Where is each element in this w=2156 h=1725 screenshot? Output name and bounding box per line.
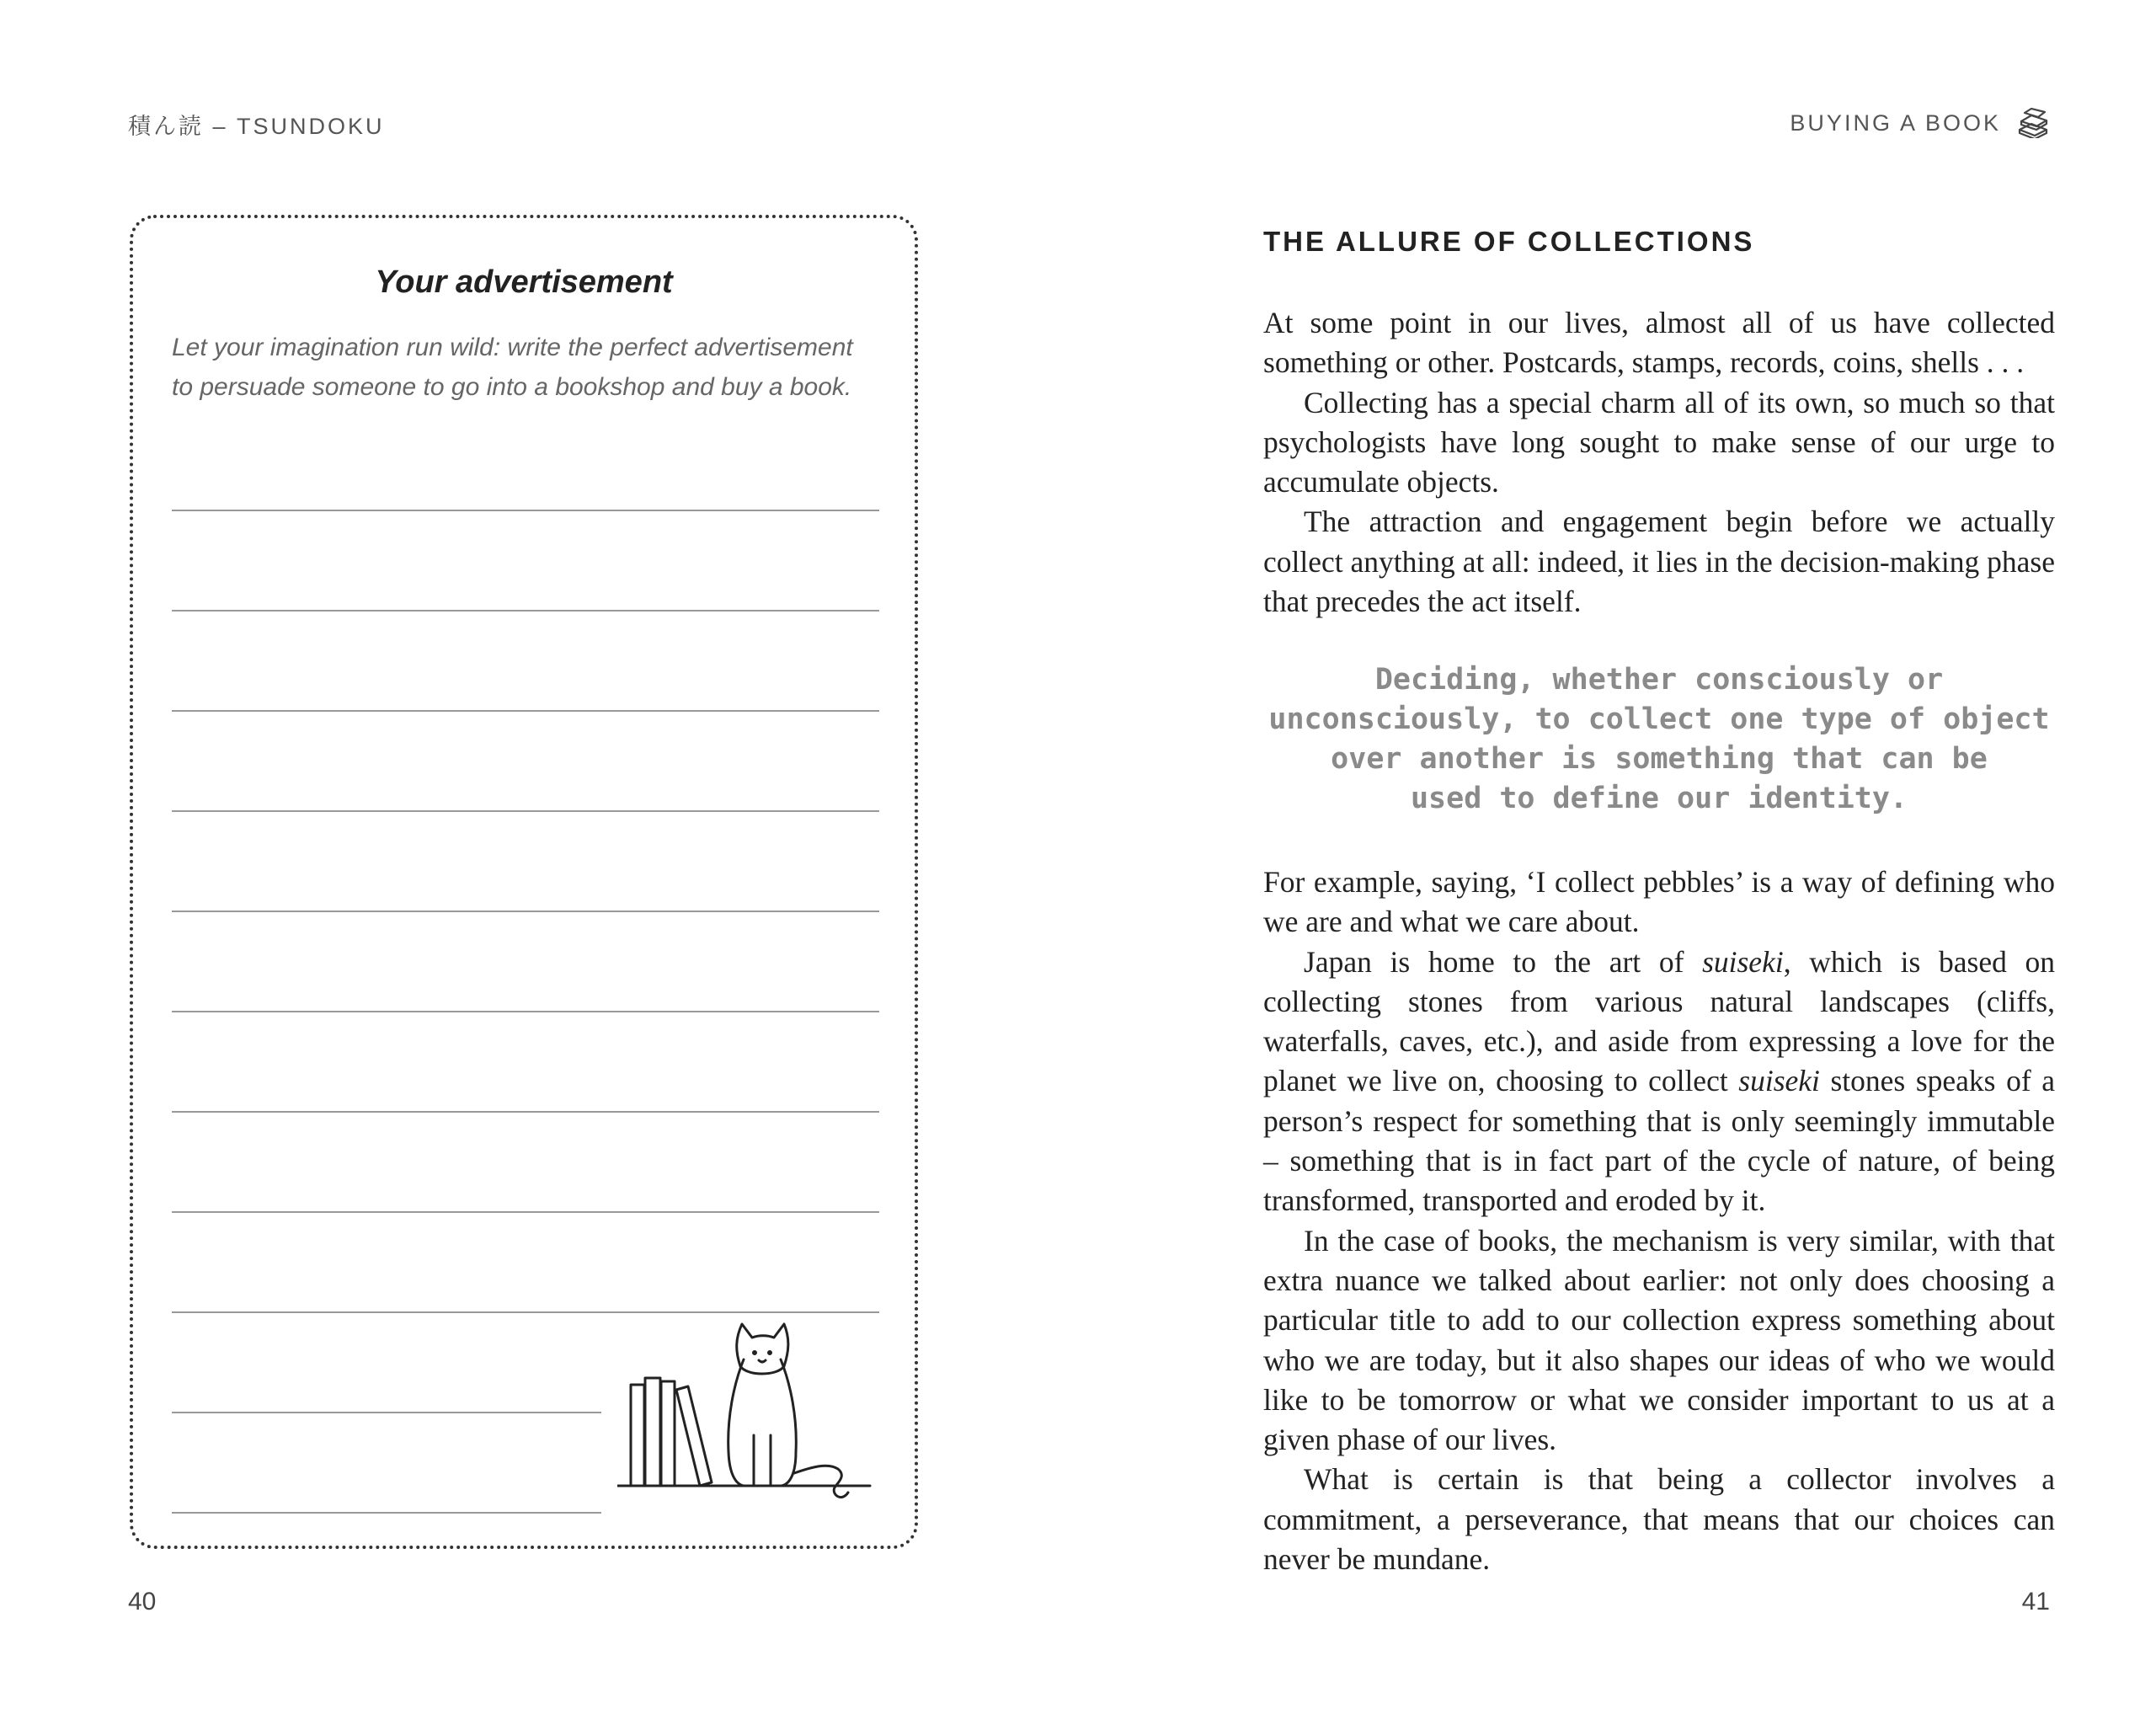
- card-title: Your advertisement: [375, 264, 673, 300]
- quote-line-2: unconsciously, to collect one type of object: [1268, 702, 2050, 736]
- section-heading: THE ALLURE OF COLLECTIONS: [1263, 226, 1755, 257]
- writing-line[interactable]: [172, 1311, 879, 1313]
- running-head-left: 積ん読 – TSUNDOKU: [128, 114, 385, 139]
- writing-line[interactable]: [172, 1111, 879, 1113]
- advertisement-card: [130, 215, 918, 1549]
- italic-term-suiseki: suiseki: [1738, 1064, 1820, 1098]
- paragraph-5: [1263, 943, 2055, 1221]
- page-number-right: 41: [2021, 1588, 2050, 1616]
- writing-line[interactable]: [172, 810, 879, 812]
- writing-line[interactable]: [172, 510, 879, 511]
- quote-line-1: Deciding, whether consciously or: [1374, 663, 1944, 697]
- paragraph-6: In the case of books, the mechanism is very similar, with that extra nuance we talked about earlier: not only does choosing a particular title to add to our collection express something about who we are today, but it also shapes our ideas of who we would like to be tomorrow or what we consider important to us at a given phase of our lives.: [1263, 1223, 2055, 1457]
- quote-line-4: used to define our identity.: [1410, 782, 1908, 815]
- writing-line[interactable]: [172, 1011, 879, 1012]
- paragraph-5-text: Japan is home to the art of: [1304, 944, 1703, 979]
- paragraph-2: Collecting has a special charm all of its own, so much so that psychologists have long sought to make sense of our urge to accumulate objects.: [1263, 385, 2055, 499]
- cat-with-books-icon: [617, 1317, 887, 1536]
- page-number-left: 40: [128, 1588, 157, 1616]
- italic-term-suiseki: suiseki: [1702, 944, 1784, 979]
- paragraph-5-text: , which is based on collecting stones from various natural landscapes (cliffs, waterfalls, caves, etc.), and aside from expressing a love for the planet we live on, choosing to collect: [1263, 944, 2056, 1098]
- running-head-right-text: BUYING A BOOK: [1790, 109, 2001, 136]
- paragraph-3: The attraction and engagement begin before we actually collect anything at all: indeed, it lies in the decision-making phase that precedes the act itself.: [1263, 505, 2055, 619]
- writing-line[interactable]: [172, 1512, 601, 1514]
- writing-line[interactable]: [172, 610, 879, 611]
- paragraph-5-text: stones speaks of a person’s respect for something that is only seemingly immutable – something that is in fact part of the cycle of nature, of being transformed, transported and eroded by it.: [1263, 1064, 2055, 1218]
- card-instructions: [172, 328, 876, 407]
- body-text-block-1: [1263, 303, 2055, 622]
- writing-line[interactable]: [172, 710, 879, 712]
- quote-line-3: over another is something that can be: [1331, 742, 1988, 776]
- paragraph-1: At some point in our lives, almost all of us have collected something or other. Postcards, stamps, records, coins, shells . . .: [1263, 306, 2055, 380]
- writing-line[interactable]: [172, 911, 879, 912]
- paragraph-4: For example, saying, ‘I collect pebbles’ is a way of defining who we are and what we care about.: [1263, 865, 2055, 939]
- paragraph-7: What is certain is that being a collector involves a commitment, a perseverance, that means that our choices can never be mundane.: [1263, 1462, 2055, 1577]
- book-stack-icon: [2016, 108, 2050, 138]
- instructions-line-1: Let your imagination run wild: write the perfect advertisement: [172, 334, 853, 361]
- writing-line[interactable]: [172, 1211, 879, 1213]
- pull-quote: [1263, 660, 2055, 819]
- writing-line[interactable]: [172, 1412, 601, 1413]
- body-text-block-2: [1263, 862, 2055, 1579]
- instructions-line-2: to persuade someone to go into a bookshop and buy a book.: [172, 373, 852, 401]
- running-head-right: [1790, 108, 2050, 138]
